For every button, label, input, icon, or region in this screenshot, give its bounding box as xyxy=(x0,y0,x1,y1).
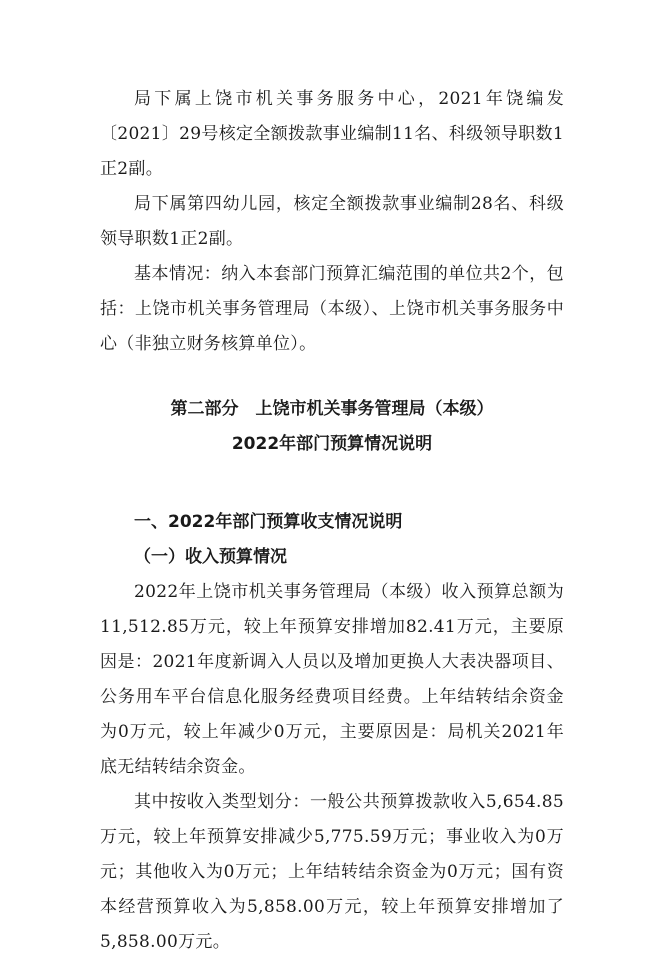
section-heading: 一、2022年部门预算收支情况说明 xyxy=(134,512,403,532)
part-subtitle: 2022年部门预算情况说明 xyxy=(231,434,433,454)
document-page xyxy=(100,82,564,960)
paragraph-service-center: 局下属上饶市机关事务服务中心，2021年饶编发〔2021〕29号核定全额拨款事业编制11名、科级领导职数1正2副。 xyxy=(100,89,564,179)
paragraph-income-total: 2022年上饶市机关事务管理局（本级）收入预算总额为11,512.85万元，较上年预算安排增加82.41万元，主要原因是：2021年度新调入人员以及增加更换人大表决器项目、公务用车平台信息化服务经费项目经费。上年结转结余资金为0万元，较上年减少0万元，主要原因是：局机关2021年底无结转结余资金。 xyxy=(100,582,564,777)
part-title: 第二部分 上饶市机关事务管理局（本级） xyxy=(170,399,494,419)
sub-heading-income: （一）收入预算情况 xyxy=(134,547,287,567)
paragraph-kindergarten: 局下属第四幼儿园，核定全额拨款事业编制28名、科级领导职数1正2副。 xyxy=(100,194,564,249)
paragraph-income-by-type: 其中按收入类型划分：一般公共预算拨款收入5,654.85万元，较上年预算安排减少5,775.59万元；事业收入为0万元；其他收入为0万元；上年结转结余资金为0万元；国有资本经营预算收入为5,858.00万元，较上年预算安排增加了5,858.00万元。 xyxy=(100,792,564,952)
paragraph-basic-info: 基本情况：纳入本套部门预算汇编范围的单位共2个，包括：上饶市机关事务管理局（本级）、上饶市机关事务服务中心（非独立财务核算单位）。 xyxy=(100,264,564,354)
